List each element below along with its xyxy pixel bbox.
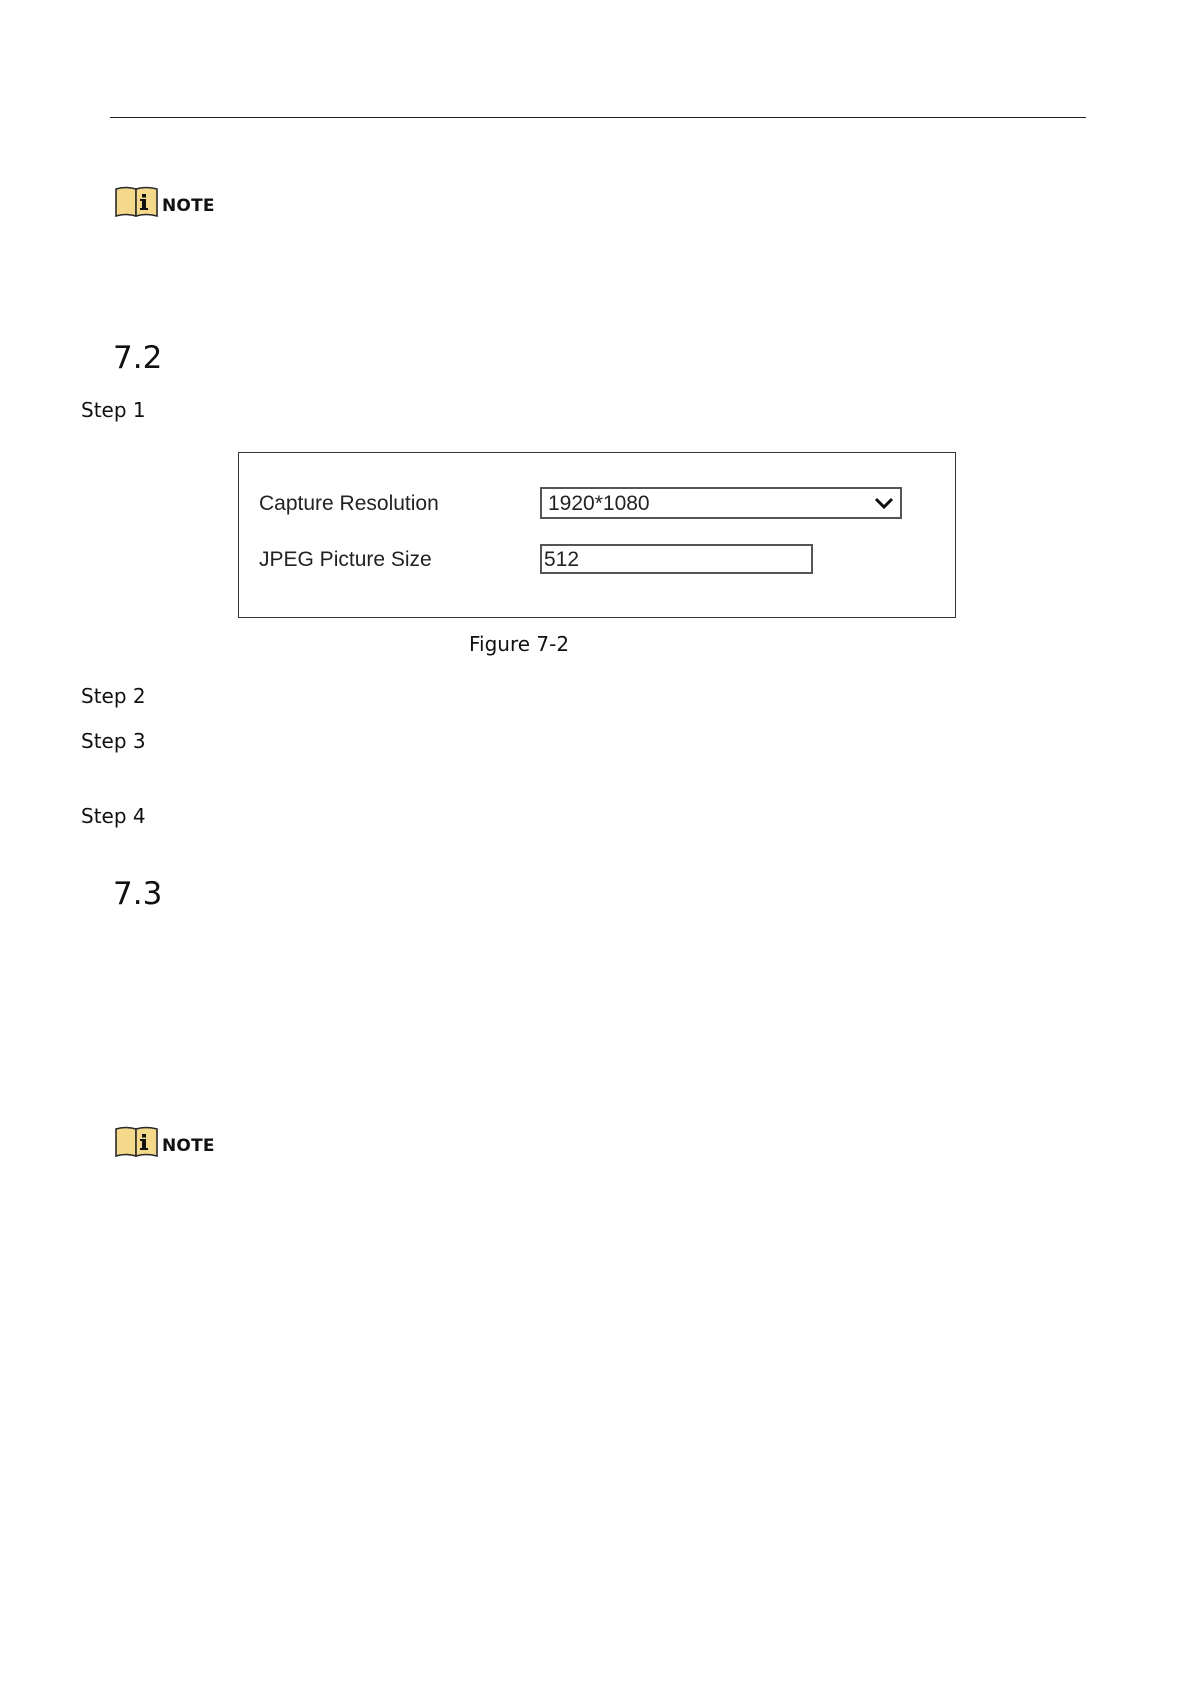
- step-3-label: Step 3: [81, 729, 146, 753]
- header-rule: [110, 117, 1086, 118]
- note-label: NOTE: [162, 1136, 215, 1156]
- step-2-label: Step 2: [81, 684, 146, 708]
- jpeg-picture-size-value: 512: [544, 547, 580, 571]
- capture-resolution-label: Capture Resolution: [259, 492, 439, 515]
- capture-resolution-select[interactable]: [540, 487, 902, 519]
- figure-caption: Figure 7-2: [469, 632, 570, 656]
- jpeg-picture-size-input[interactable]: [540, 544, 813, 574]
- info-book-icon: [114, 183, 160, 217]
- section-number-7-3: 7.3: [113, 876, 163, 912]
- info-book-icon: [114, 1123, 160, 1157]
- note-callout-1: [114, 183, 215, 217]
- figure-7-2-panel: [238, 452, 956, 618]
- note-callout-2: [114, 1123, 215, 1157]
- note-label: NOTE: [162, 196, 215, 216]
- step-1-label: Step 1: [81, 398, 146, 422]
- chevron-down-icon: [874, 496, 894, 510]
- capture-resolution-value: 1920*1080: [548, 491, 650, 515]
- jpeg-picture-size-label: JPEG Picture Size: [259, 548, 432, 571]
- step-4-label: Step 4: [81, 804, 146, 828]
- section-number-7-2: 7.2: [113, 340, 163, 376]
